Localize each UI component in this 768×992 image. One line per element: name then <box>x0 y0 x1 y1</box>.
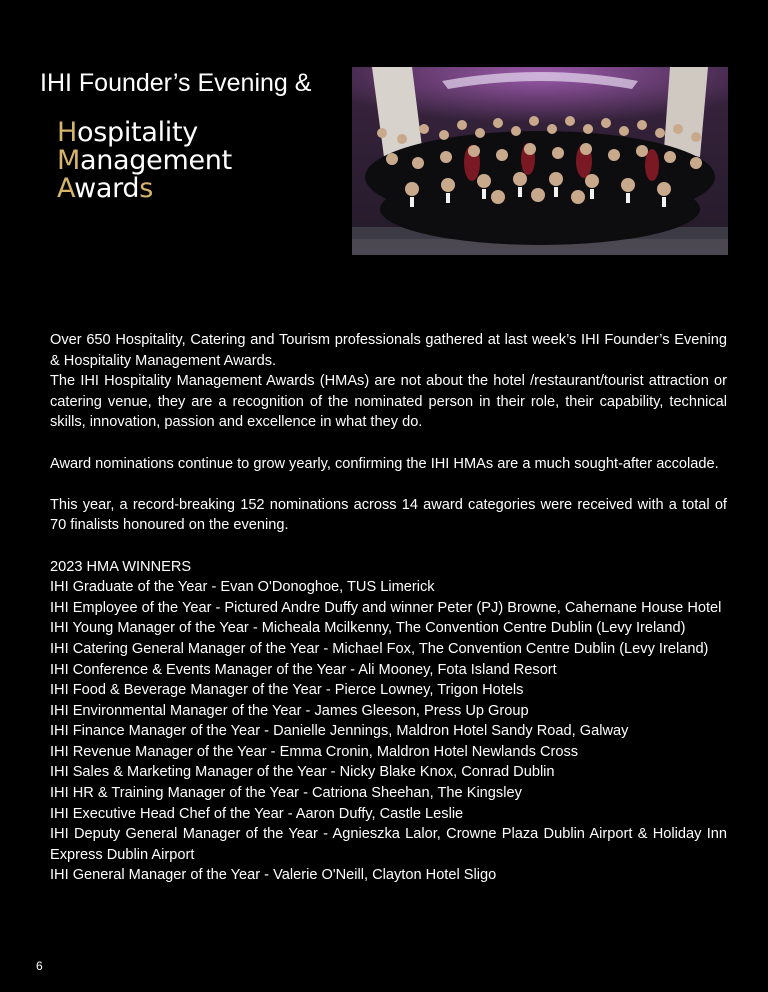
page-headline: IHI Founder’s Evening & <box>40 69 312 97</box>
winner-item: IHI Executive Head Chef of the Year - Aaron Duffy, Castle Leslie <box>50 805 464 822</box>
logo-line-management: Management <box>57 145 232 176</box>
winner-item: IHI HR & Training Manager of the Year - Catriona Sheehan, The Kingsley <box>50 785 522 802</box>
winners-list <box>50 577 727 886</box>
group-photo <box>352 67 728 255</box>
logo-line-awards: Awards <box>57 173 154 204</box>
logo-line-hospitality: Hospitality <box>57 117 198 148</box>
hma-logo <box>57 119 232 203</box>
winner-item: IHI Sales & Marketing Manager of the Year - Nicky Blake Knox, Conrad Dublin <box>50 764 555 781</box>
intro-paragraph-4: This year, a record-breaking 152 nominations across 14 award categories were received with a total of 70 finalists honoured on the evening. <box>50 496 727 534</box>
winner-item: IHI Food & Beverage Manager of the Year - Pierce Lowney, Trigon Hotels <box>50 682 524 699</box>
winner-item: IHI Deputy General Manager of the Year - Agnieszka Lalor, Crowne Plaza Dublin Airport & Holiday Inn Express Dublin Airport <box>50 826 727 863</box>
winner-item: IHI Conference & Events Manager of the Year - Ali Mooney, Fota Island Resort <box>50 661 557 678</box>
winners-heading: 2023 HMA WINNERS <box>50 558 192 575</box>
winner-item: IHI Employee of the Year - Pictured Andre Duffy and winner Peter (PJ) Browne, Cahernane House Hotel <box>50 599 722 616</box>
winner-item: IHI Graduate of the Year - Evan O'Donoghoe, TUS Limerick <box>50 579 435 596</box>
winner-item: IHI Environmental Manager of the Year - James Gleeson, Press Up Group <box>50 702 529 719</box>
winner-item: IHI General Manager of the Year - Valerie O'Neill, Clayton Hotel Sligo <box>50 867 497 884</box>
winner-item: IHI Finance Manager of the Year - Danielle Jennings, Maldron Hotel Sandy Road, Galway <box>50 723 629 740</box>
winner-item: IHI Revenue Manager of the Year - Emma Cronin, Maldron Hotel Newlands Cross <box>50 743 579 760</box>
intro-paragraph-1: Over 650 Hospitality, Catering and Tourism professionals gathered at last week’s IHI Founder’s Evening & Hospitality Management Awards. <box>50 332 727 369</box>
intro-paragraph-2: The IHI Hospitality Management Awards (HMAs) are not about the hotel /restaurant/tourist attraction or catering venue, they are a recognition of the nominated person in their role, their capability, technical skills, innovation, passion and excellence in what they do. <box>50 373 727 431</box>
winner-item: IHI Catering General Manager of the Year - Michael Fox, The Convention Centre Dublin (Levy Ireland) <box>50 640 709 657</box>
winner-item: IHI Young Manager of the Year - Micheala Mcilkenny, The Convention Centre Dublin (Levy Ireland) <box>50 620 686 637</box>
article-body <box>50 330 727 886</box>
page-number: 6 <box>36 959 43 973</box>
intro-paragraph-3: Award nominations continue to grow yearly, confirming the IHI HMAs are a much sought-after accolade. <box>50 455 719 472</box>
